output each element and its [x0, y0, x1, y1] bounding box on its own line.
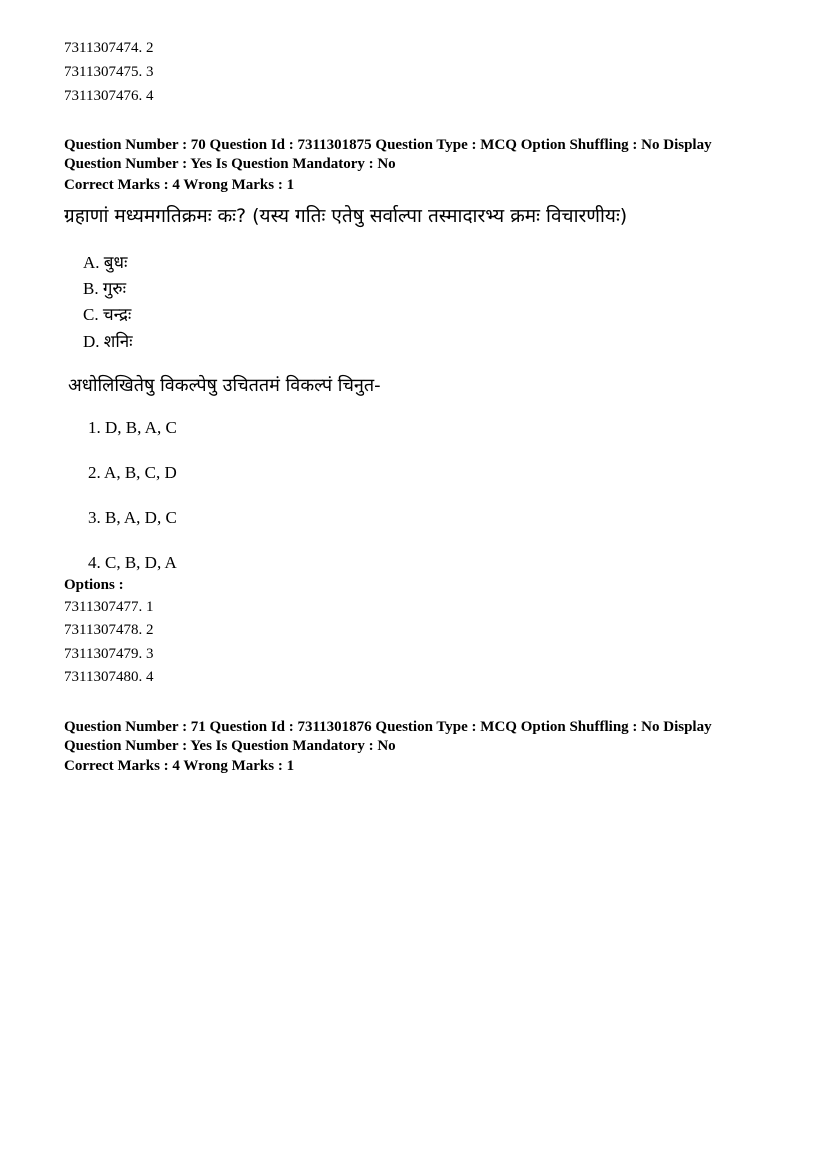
q70-answer-3: 3. B, A, D, C — [88, 508, 177, 527]
prev-option-2: 7311307475. 3 — [64, 64, 154, 80]
choice-label: A. — [83, 253, 100, 272]
q70-choice-a — [83, 250, 127, 273]
q70-question-text: ग्रहाणां मध्यमगतिक्रमः कः? (यस्य गतिः एतेषु सर्वाल्पा तस्मादारभ्य क्रमः विचारणीयः) — [64, 205, 628, 227]
q70-choice-b — [83, 276, 126, 299]
choice-label: D. — [83, 332, 100, 351]
q70-answer-4: 4. C, B, D, A — [88, 553, 177, 572]
q70-marks: Correct Marks : 4 Wrong Marks : 1 — [64, 177, 295, 193]
q70-answer-1: 1. D, B, A, C — [88, 418, 177, 437]
q70-choice-d — [83, 329, 133, 352]
q70-option-3: 7311307479. 3 — [64, 646, 154, 662]
choice-text: गुरुः — [102, 279, 127, 299]
q70-answer-2: 2. A, B, C, D — [88, 463, 177, 482]
choice-label: B. — [83, 279, 99, 298]
q71-meta-line1: Question Number : 71 Question Id : 7311301876 Question Type : MCQ Option Shuffling : No Display — [64, 719, 712, 735]
q70-option-2: 7311307478. 2 — [64, 622, 154, 638]
q70-meta-line1: Question Number : 70 Question Id : 7311301875 Question Type : MCQ Option Shuffling : No Display — [64, 137, 712, 153]
q70-option-1: 7311307477. 1 — [64, 599, 154, 615]
choice-text: शनिः — [103, 332, 133, 352]
q70-choice-c — [83, 302, 131, 325]
prev-option-1: 7311307474. 2 — [64, 40, 154, 56]
q71-meta-line2: Question Number : Yes Is Question Mandatory : No — [64, 738, 396, 754]
q70-option-4: 7311307480. 4 — [64, 669, 154, 685]
choice-label: C. — [83, 305, 99, 324]
choice-text: चन्द्रः — [102, 305, 132, 325]
q70-meta-line2: Question Number : Yes Is Question Mandatory : No — [64, 156, 396, 172]
choice-text: बुधः — [103, 253, 128, 273]
q70-options-label: Options : — [64, 577, 124, 593]
prev-option-3: 7311307476. 4 — [64, 88, 154, 104]
q71-marks: Correct Marks : 4 Wrong Marks : 1 — [64, 758, 295, 774]
q70-instruction: अधोलिखितेषु विकल्पेषु उचिततमं विकल्पं चिनुत- — [68, 375, 381, 396]
